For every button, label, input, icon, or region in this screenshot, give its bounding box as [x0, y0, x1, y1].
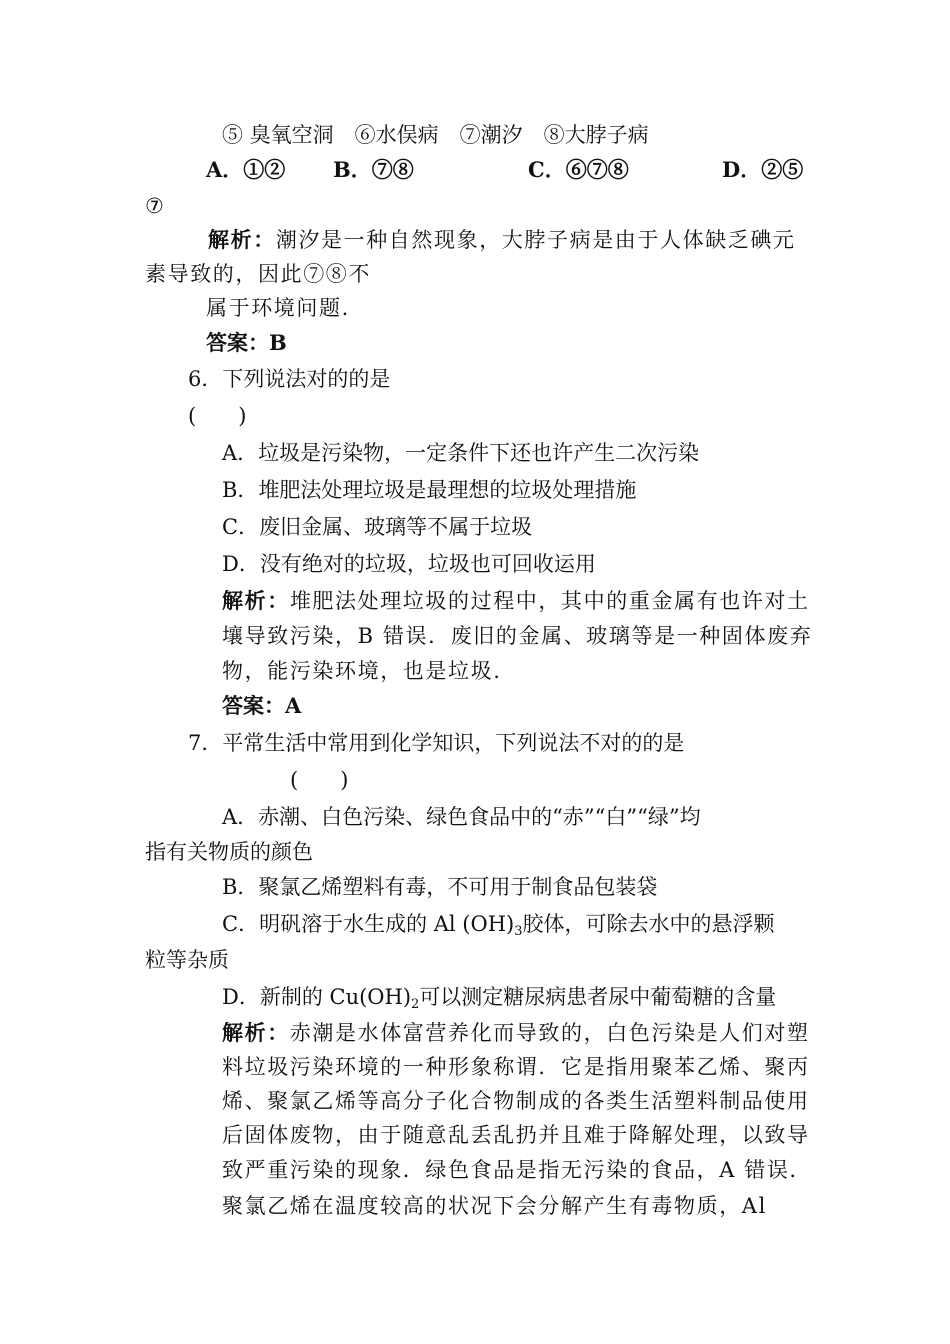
q6-answer: 答案：A [222, 693, 302, 718]
q7-analysis-line-6: 聚氯乙烯在温度较高的状况下会分解产生有毒物质，Al [222, 1194, 767, 1218]
q7-answer-paren: ( ) [290, 768, 349, 792]
q6-analysis-line-3: 物，能污染环境，也是垃圾. [222, 659, 502, 683]
q7-analysis-line-2: 料垃圾污染环境的一种形象称谓．它是指用聚苯乙烯、聚丙 [222, 1055, 810, 1079]
q7-option-b: B．聚氯乙烯塑料有毒，不可用于制食品包装袋 [222, 875, 658, 899]
q6-analysis-line-1: 解析：堆肥法处理垃圾的过程中，其中的重金属有也许对土 [222, 588, 810, 613]
q5-choice-b: B．⑦⑧ [333, 157, 414, 182]
q6-option-d: D．没有绝对的垃圾，垃圾也可回收运用 [222, 552, 596, 576]
q5-answer: 答案：B [206, 330, 287, 355]
q7-analysis-line-4: 后固体废物，由于随意乱丢乱扔并且难于降解处理，以致导 [222, 1123, 810, 1147]
q7-option-a-line-2: 指有关物质的颜色 [145, 840, 313, 864]
q7-option-a-line-1: A．赤潮、白色污染、绿色食品中的“赤”“白”“绿”均 [222, 805, 701, 829]
q5-analysis-line-2: 素导致的，因此⑦⑧不 [145, 262, 371, 286]
q5-choice-c: C．⑥⑦⑧ [528, 157, 629, 182]
q7-stem: 7．平常生活中常用到化学知识，下列说法不对的的是 [188, 731, 685, 755]
q5-choice-d: D．②⑤ [722, 157, 804, 182]
q5-options-continued: ⑤ 臭氧空洞 ⑥水俣病 ⑦潮汐 ⑧大脖子病 [222, 123, 649, 147]
q7-analysis-line-1: 解析：赤潮是水体富营养化而导致的，白色污染是人们对塑 [222, 1020, 810, 1045]
q5-analysis-line-3: 属于环境问题. [206, 296, 350, 320]
q6-stem: 6．下列说法对的的是 [188, 367, 391, 391]
q7-option-c-line-1: C．明矾溶于水生成的 Al $(OH)_3$胶体，可除去水中的悬浮颗 [222, 912, 775, 939]
q7-analysis-line-3: 烯、聚氯乙烯等高分子化合物制成的各类生活塑料制品使用 [222, 1089, 810, 1113]
q5-analysis-line-1: 解析：潮汐是一种自然现象，大脖子病是由于人体缺乏碘元 [208, 227, 796, 252]
q5-choice-a: A．①② [206, 157, 286, 182]
q6-analysis-line-2: 壤导致污染，B 错误．废旧的金属、玻璃等是一种固体废弃 [222, 624, 813, 648]
q7-analysis-line-5: 致严重污染的现象．绿色食品是指无污染的食品，A 错误． [222, 1158, 813, 1182]
q6-option-b: B．堆肥法处理垃圾是最理想的垃圾处理措施 [222, 478, 637, 502]
q6-option-c: C．废旧金属、玻璃等不属于垃圾 [222, 515, 533, 539]
q5-choice-d-wrap: ⑦ [145, 194, 164, 218]
q6-answer-paren: ( ) [188, 404, 247, 428]
q7-option-c-line-2: 粒等杂质 [145, 948, 229, 972]
q7-option-d: D．新制的 $Cu(OH)_2$可以测定糖尿病患者尿中葡萄糖的含量 [222, 985, 777, 1012]
q6-option-a: A．垃圾是污染物，一定条件下还也许产生二次污染 [222, 441, 700, 465]
